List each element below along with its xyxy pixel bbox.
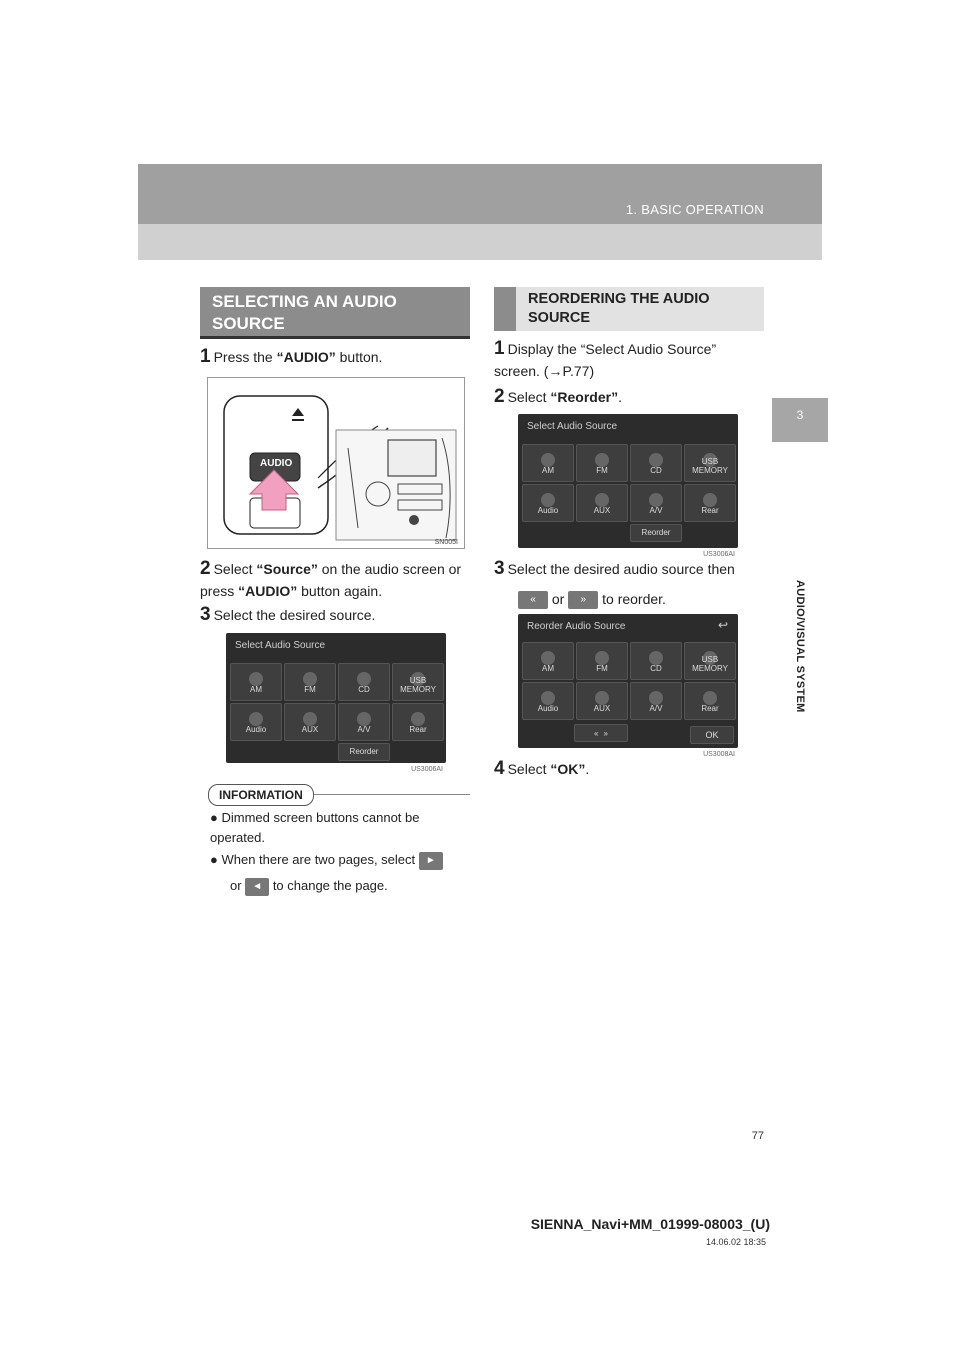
tile-av[interactable]: A/V xyxy=(630,682,682,720)
tile-usb-memory[interactable]: USB MEMORY xyxy=(392,663,444,701)
tile-aux[interactable]: AUX xyxy=(576,484,628,522)
disc-icon xyxy=(649,651,663,665)
back-icon[interactable]: ↩ xyxy=(717,618,728,632)
bullet-icon: ● xyxy=(210,810,218,825)
tile-bluetooth-audio[interactable]: Audio xyxy=(230,703,282,741)
screen-code: US3006AI xyxy=(703,551,735,558)
next-page-icon: ► xyxy=(419,852,443,870)
rear-screen-icon xyxy=(703,493,717,507)
select-audio-source-screen-2 xyxy=(518,414,738,558)
antenna-icon xyxy=(303,672,317,686)
section-heading-selecting: SELECTING AN AUDIO SOURCE xyxy=(200,287,470,339)
antenna-icon xyxy=(249,672,263,686)
move-left-icon: « xyxy=(518,591,548,609)
screen-title: Reorder Audio Source xyxy=(527,621,626,632)
antenna-icon xyxy=(595,453,609,467)
move-left-icon[interactable]: « xyxy=(594,729,599,738)
reorder-audio-source-screen xyxy=(518,614,738,758)
cable-icon xyxy=(595,691,609,705)
section-heading-reordering: REORDERING THE AUDIO SOURCE xyxy=(528,291,710,326)
left-step-2: 2 Select “Source” on the audio screen or press “AUDIO” button again. xyxy=(200,558,462,599)
right-step-3-cont: « or » to reorder. xyxy=(518,588,768,610)
antenna-icon xyxy=(541,651,555,665)
screen-title: Select Audio Source xyxy=(235,640,326,651)
av-icon xyxy=(357,712,371,726)
illustration-code: SN005I xyxy=(434,539,458,546)
print-date: 14.06.02 18:35 xyxy=(705,1237,766,1247)
tile-fm[interactable]: FM xyxy=(576,444,628,482)
tile-am[interactable]: AM xyxy=(230,663,282,701)
prev-page-icon: ◄ xyxy=(245,878,269,896)
page-number: 77 xyxy=(751,1130,764,1142)
tile-bluetooth-audio[interactable]: Audio xyxy=(522,484,574,522)
audio-button-illustration xyxy=(207,377,465,549)
antenna-icon xyxy=(541,453,555,467)
av-icon xyxy=(649,691,663,705)
tile-cd[interactable]: CD xyxy=(630,444,682,482)
info-bullet-2-cont: or ◄ to change the page. xyxy=(230,876,470,896)
reorder-button[interactable]: Reorder xyxy=(338,743,390,761)
right-step-2: 2 Select “Reorder”. xyxy=(494,386,622,407)
info-bullet-1: ● Dimmed screen buttons cannot be operated. xyxy=(210,810,420,845)
section-heading-accent xyxy=(494,287,516,331)
tile-bluetooth-audio[interactable]: Audio xyxy=(522,682,574,720)
chapter-tab-label: AUDIO/VISUAL SYSTEM xyxy=(794,580,806,713)
antenna-icon xyxy=(595,651,609,665)
disc-icon xyxy=(649,453,663,467)
right-step-3: 3 Select the desired audio source then xyxy=(494,558,735,579)
disc-icon xyxy=(357,672,371,686)
right-step-1: 1 Display the “Select Audio Source” screen. (→P.77) xyxy=(494,338,717,379)
tile-fm[interactable]: FM xyxy=(284,663,336,701)
bullet-icon: ● xyxy=(210,852,218,867)
left-step-3: 3 Select the desired source. xyxy=(200,604,376,625)
tile-cd[interactable]: CD xyxy=(338,663,390,701)
bluetooth-icon xyxy=(541,493,555,507)
rear-screen-icon xyxy=(703,691,717,705)
chapter-tab-number: 3 xyxy=(772,398,828,442)
cable-icon xyxy=(595,493,609,507)
tile-am[interactable]: AM xyxy=(522,642,574,680)
reorder-button[interactable]: Reorder xyxy=(630,524,682,542)
info-bullet-2: ● When there are two pages, select ► xyxy=(210,850,470,870)
screen-code: US3006AI xyxy=(411,766,443,773)
tile-am[interactable]: AM xyxy=(522,444,574,482)
move-right-icon: » xyxy=(568,591,598,609)
audio-button-label: AUDIO xyxy=(260,458,293,469)
tile-rear[interactable]: Rear xyxy=(684,484,736,522)
cable-icon xyxy=(303,712,317,726)
reorder-arrows[interactable] xyxy=(574,724,628,742)
dashboard-drawing xyxy=(208,378,464,548)
tile-fm[interactable]: FM xyxy=(576,642,628,680)
tile-aux[interactable]: AUX xyxy=(284,703,336,741)
screen-code: US3008AI xyxy=(703,751,735,758)
tile-av[interactable]: A/V xyxy=(630,484,682,522)
left-step-1: 1 Press the “AUDIO” button. xyxy=(200,346,383,367)
tile-usb-memory[interactable]: USB MEMORY xyxy=(684,642,736,680)
information-badge: INFORMATION xyxy=(208,784,314,806)
av-icon xyxy=(649,493,663,507)
select-audio-source-screen xyxy=(226,633,446,773)
rear-screen-icon xyxy=(411,712,425,726)
screen-title: Select Audio Source xyxy=(527,421,618,432)
tile-cd[interactable]: CD xyxy=(630,642,682,680)
tile-aux[interactable]: AUX xyxy=(576,682,628,720)
chapter-title: 1. BASIC OPERATION xyxy=(625,202,764,217)
move-right-icon[interactable]: » xyxy=(603,729,608,738)
bluetooth-icon xyxy=(541,691,555,705)
tile-rear[interactable]: Rear xyxy=(684,682,736,720)
right-step-4: 4 Select “OK”. xyxy=(494,758,590,779)
tile-usb-memory[interactable]: USB MEMORY xyxy=(684,444,736,482)
tile-av[interactable]: A/V xyxy=(338,703,390,741)
bluetooth-icon xyxy=(249,712,263,726)
document-code: SIENNA_Navi+MM_01999-08003_(U) xyxy=(530,1216,770,1232)
header-subband xyxy=(138,224,822,260)
tile-rear[interactable]: Rear xyxy=(392,703,444,741)
ok-button[interactable]: OK xyxy=(690,726,734,744)
